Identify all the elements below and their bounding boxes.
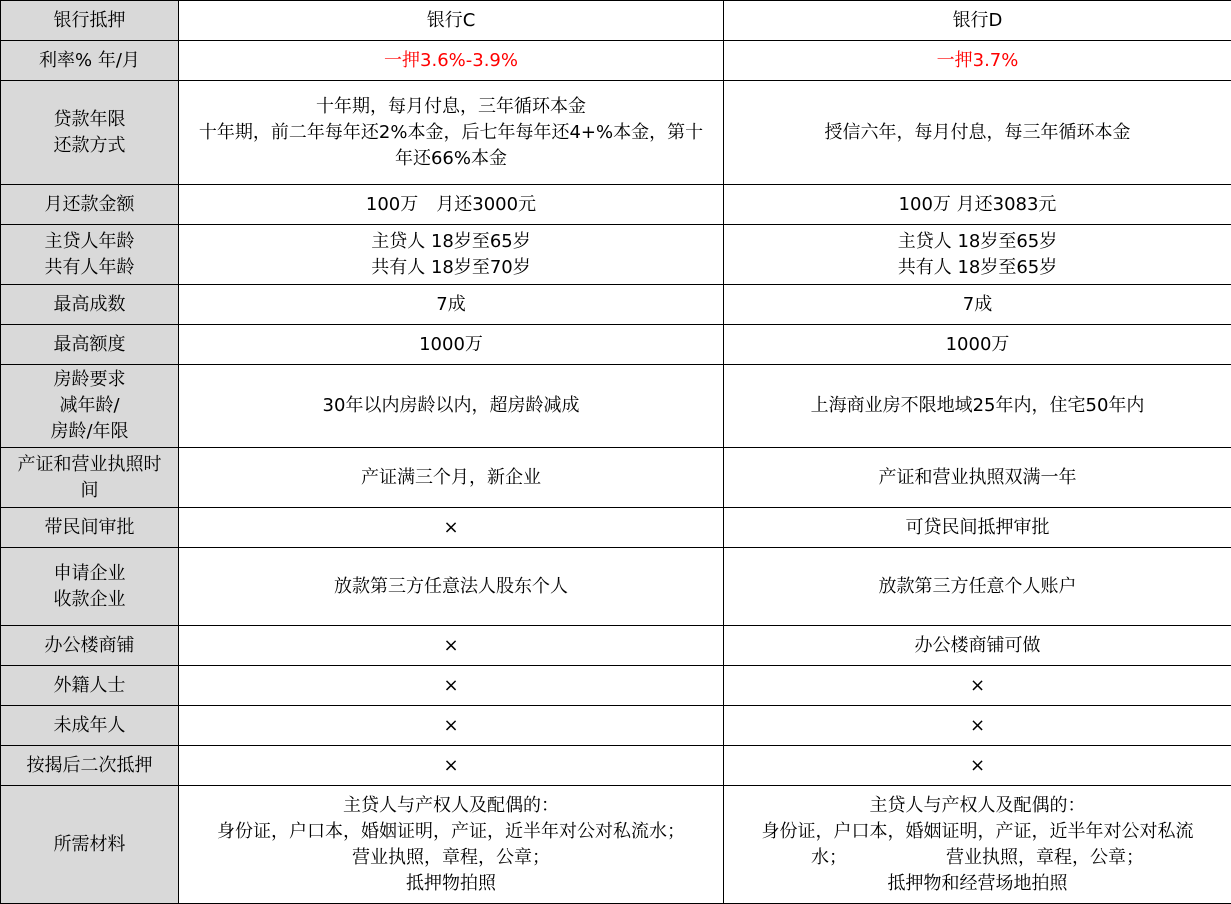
row-label-line: 贷款年限 [7, 107, 172, 133]
cross-mark: × [730, 753, 1225, 779]
cell-bank-d [724, 786, 1231, 904]
table-row [1, 365, 1231, 448]
table-row [1, 325, 1231, 365]
cell-line: 1000万 [730, 332, 1225, 358]
cell-line: 100万 月还3083元 [730, 192, 1225, 218]
cross-mark: × [185, 515, 717, 541]
row-label-line: 利率% 年/月 [7, 48, 172, 74]
table-title: 银行抵押 [1, 1, 179, 41]
table-row [1, 508, 1231, 548]
cell-bank-d [724, 185, 1231, 225]
row-label [1, 225, 179, 285]
cell-line: 营业执照，章程，公章； [185, 845, 717, 871]
row-label [1, 548, 179, 626]
cell-bank-c [179, 666, 724, 706]
cell-bank-c [179, 746, 724, 786]
cross-mark: × [185, 633, 717, 659]
row-label-line: 办公楼商铺 [7, 633, 172, 659]
cell-bank-c [179, 626, 724, 666]
row-label [1, 706, 179, 746]
row-label-line: 房龄/年限 [7, 419, 172, 445]
cell-bank-c [179, 185, 724, 225]
cross-mark: × [730, 673, 1225, 699]
cell-bank-d [724, 706, 1231, 746]
row-label [1, 786, 179, 904]
cell-line: 十年期，每月付息，三年循环本金 [185, 94, 717, 120]
cell-line: 共有人 18岁至65岁 [730, 255, 1225, 281]
cell-line: 十年期，前二年每年还2%本金，后七年每年还4+%本金，第十 [185, 120, 717, 146]
cross-mark: × [730, 713, 1225, 739]
cell-bank-d [724, 548, 1231, 626]
cell-bank-d [724, 325, 1231, 365]
cell-line: 1000万 [185, 332, 717, 358]
cell-line: 主贷人 18岁至65岁 [185, 229, 717, 255]
cell-bank-c [179, 41, 724, 81]
cell-bank-c [179, 706, 724, 746]
table-row [1, 225, 1231, 285]
table-row [1, 626, 1231, 666]
row-label-line: 最高额度 [7, 332, 172, 358]
column-header-bank-c: 银行C [179, 1, 724, 41]
cell-bank-c [179, 448, 724, 508]
table-row [1, 285, 1231, 325]
cell-bank-c [179, 786, 724, 904]
row-label-line: 间 [7, 478, 172, 504]
row-label-line: 还款方式 [7, 133, 172, 159]
cell-line: 主贷人与产权人及配偶的： [185, 793, 717, 819]
cell-bank-d [724, 508, 1231, 548]
cell-line: 放款第三方任意个人账户 [730, 574, 1225, 600]
row-label-line: 减年龄/ [7, 393, 172, 419]
cell-bank-d [724, 626, 1231, 666]
table-row [1, 41, 1231, 81]
cell-line: 放款第三方任意法人股东个人 [185, 574, 717, 600]
cell-line: 年还66%本金 [185, 146, 717, 172]
row-label [1, 508, 179, 548]
row-label-line: 月还款金额 [7, 192, 172, 218]
cell-line: 100万 月还3000元 [185, 192, 717, 218]
cell-line: 产证满三个月，新企业 [185, 465, 717, 491]
cell-bank-c [179, 548, 724, 626]
cross-mark: × [185, 673, 717, 699]
row-label-line: 共有人年龄 [7, 255, 172, 281]
column-header-bank-d: 银行D [724, 1, 1231, 41]
cell-line: 7成 [185, 292, 717, 318]
table-row [1, 185, 1231, 225]
cell-bank-c [179, 81, 724, 185]
header-row [1, 1, 1231, 41]
cell-bank-d [724, 448, 1231, 508]
table-row [1, 81, 1231, 185]
row-label-line: 外籍人士 [7, 673, 172, 699]
table-row [1, 666, 1231, 706]
cell-line: 抵押物拍照 [185, 871, 717, 897]
cell-line: 产证和营业执照双满一年 [730, 465, 1225, 491]
row-label-line: 按揭后二次抵押 [7, 753, 172, 779]
row-label-line: 所需材料 [7, 832, 172, 858]
cell-line: 一押3.7% [730, 48, 1225, 74]
row-label-line: 房龄要求 [7, 367, 172, 393]
cell-line: 可贷民间抵押审批 [730, 515, 1225, 541]
row-label-line: 未成年人 [7, 713, 172, 739]
cell-line: 身份证，户口本，婚姻证明，产证，近半年对公对私流 [730, 819, 1225, 845]
row-label [1, 81, 179, 185]
cell-line: 授信六年，每月付息，每三年循环本金 [730, 120, 1225, 146]
cell-line: 身份证，户口本，婚姻证明，产证，近半年对公对私流水； [185, 819, 717, 845]
row-label-line: 产证和营业执照时 [7, 452, 172, 478]
cell-bank-d [724, 41, 1231, 81]
table-row [1, 448, 1231, 508]
cell-bank-d [724, 81, 1231, 185]
row-label-line: 主贷人年龄 [7, 229, 172, 255]
cell-line: 主贷人 18岁至65岁 [730, 229, 1225, 255]
cell-line: 上海商业房不限地域25年内，住宅50年内 [730, 393, 1225, 419]
row-label-line: 申请企业 [7, 561, 172, 587]
cell-bank-c [179, 508, 724, 548]
row-label [1, 746, 179, 786]
cross-mark: × [185, 713, 717, 739]
cell-bank-d [724, 365, 1231, 448]
cell-bank-c [179, 325, 724, 365]
row-label [1, 325, 179, 365]
cell-bank-c [179, 365, 724, 448]
cell-line: 办公楼商铺可做 [730, 633, 1225, 659]
row-label [1, 41, 179, 81]
cell-line: 7成 [730, 292, 1225, 318]
cross-mark: × [185, 753, 717, 779]
table-row [1, 746, 1231, 786]
cell-line: 一押3.6%-3.9% [185, 48, 717, 74]
cell-bank-d [724, 285, 1231, 325]
cell-line: 主贷人与产权人及配偶的： [730, 793, 1225, 819]
row-label-line: 最高成数 [7, 292, 172, 318]
cell-bank-d [724, 225, 1231, 285]
table-row [1, 706, 1231, 746]
row-label [1, 285, 179, 325]
table-row [1, 786, 1231, 904]
cell-line: 共有人 18岁至70岁 [185, 255, 717, 281]
row-label [1, 185, 179, 225]
cell-bank-d [724, 666, 1231, 706]
row-label [1, 365, 179, 448]
row-label [1, 666, 179, 706]
table-row [1, 548, 1231, 626]
cell-line: 水； 营业执照，章程，公章； [730, 845, 1225, 871]
row-label [1, 626, 179, 666]
cell-bank-c [179, 225, 724, 285]
cell-bank-d [724, 746, 1231, 786]
cell-line: 抵押物和经营场地拍照 [730, 871, 1225, 897]
row-label-line: 收款企业 [7, 587, 172, 613]
row-label [1, 448, 179, 508]
row-label-line: 带民间审批 [7, 515, 172, 541]
cell-bank-c [179, 285, 724, 325]
cell-line: 30年以内房龄以内，超房龄减成 [185, 393, 717, 419]
